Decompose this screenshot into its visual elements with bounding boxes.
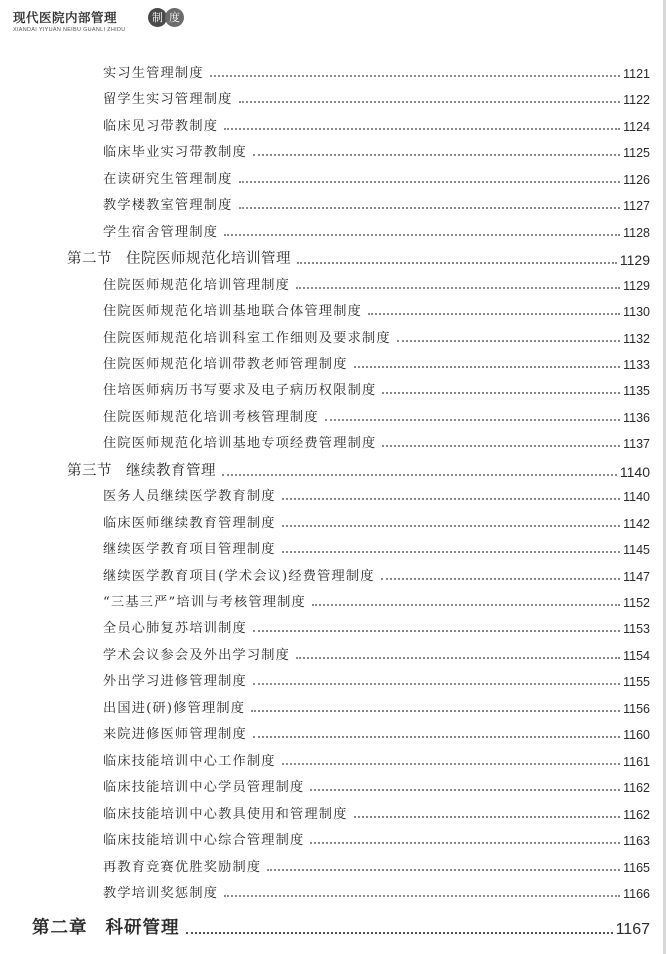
toc-page-number: 1155 — [623, 675, 650, 690]
toc-title — [103, 406, 319, 425]
toc-entry[interactable] — [103, 803, 650, 822]
dot-leader — [282, 525, 620, 527]
dot-leader — [267, 869, 620, 871]
toc-title-text: 实习生管理制度 — [103, 66, 204, 81]
toc-page-number: 1156 — [623, 701, 650, 716]
toc-title — [103, 512, 276, 531]
toc-title-text: 外出学习进修管理制度 — [103, 674, 247, 690]
toc-title — [103, 856, 261, 875]
toc-entry[interactable] — [103, 300, 650, 319]
toc-page-number: 1121 — [623, 67, 650, 81]
dot-leader — [210, 75, 620, 77]
toc-entry[interactable] — [103, 141, 650, 160]
toc-title — [103, 62, 204, 81]
toc-page-number: 1152 — [623, 596, 650, 610]
dot-leader — [239, 181, 621, 183]
toc-title — [103, 803, 348, 822]
toc-title-text: 住培医师病历书写要求及电子病历权限制度 — [103, 383, 377, 399]
dot-leader — [253, 736, 620, 738]
toc-title — [103, 379, 376, 398]
toc-title — [103, 697, 245, 716]
dot-leader — [382, 445, 620, 447]
book-title: 现代医院内部管理 — [13, 10, 118, 25]
toc-title — [103, 882, 218, 901]
toc-title-text: 临床医师继续教育管理制度 — [103, 515, 276, 531]
dot-leader — [397, 340, 620, 342]
dot-leader — [310, 842, 620, 844]
toc-page-number: 1128 — [623, 225, 650, 240]
toc-title-text: 在读研究生管理制度 — [103, 171, 233, 187]
dot-leader — [222, 474, 617, 476]
toc-title — [103, 829, 304, 848]
dot-leader — [325, 419, 620, 421]
toc-title — [103, 723, 247, 742]
dot-leader — [354, 366, 621, 368]
toc-title-text: 继续医学教育项目管理制度 — [103, 542, 276, 558]
toc-title-text: 住院医师规范化培训基地联合体管理制度 — [103, 304, 362, 320]
toc-title — [103, 432, 376, 451]
toc-label: 第二章 — [32, 918, 88, 939]
running-header — [13, 8, 126, 33]
toc-page-number: 1129 — [623, 278, 650, 293]
toc-entry[interactable] — [103, 617, 650, 636]
toc-page-number: 1145 — [623, 543, 650, 558]
toc-entry[interactable] — [103, 538, 650, 557]
seal-icon: 制 — [148, 8, 167, 27]
toc-title — [103, 115, 218, 134]
dot-leader — [297, 262, 617, 264]
toc-title — [103, 644, 290, 663]
toc-title — [32, 914, 180, 939]
dot-leader — [224, 895, 620, 897]
toc-section[interactable] — [67, 247, 650, 268]
toc-entry[interactable] — [103, 194, 650, 213]
toc-title-text: 来院进修医师管理制度 — [103, 727, 247, 743]
toc-title-text: 继续医学教育项目(学术会议)经费管理制度 — [103, 568, 375, 584]
toc-title-text: 住院医师规范化培训带教老师管理制度 — [103, 356, 348, 372]
toc-title — [103, 194, 233, 213]
toc-page-number: 1137 — [623, 437, 650, 452]
dot-leader — [296, 287, 620, 289]
toc-page-number: 1154 — [623, 648, 650, 663]
toc-page-number: 1165 — [623, 860, 650, 875]
dot-leader — [282, 763, 620, 765]
toc-title-text: 学术会议参会及外出学习制度 — [103, 647, 291, 663]
toc-entry[interactable] — [103, 565, 650, 584]
toc-page-number: 1129 — [619, 252, 650, 269]
dot-leader — [253, 154, 620, 156]
toc-entry[interactable] — [103, 591, 650, 610]
toc-title-text: 科研管理 — [105, 918, 180, 939]
toc-title-text: 教学培训奖惩制度 — [103, 885, 219, 901]
toc-entry[interactable] — [103, 829, 650, 848]
toc-entry[interactable] — [103, 327, 650, 346]
toc-title-text: 教学楼教室管理制度 — [103, 198, 233, 214]
toc-title-text: 临床技能培训中心教具使用和管理制度 — [103, 806, 348, 822]
toc-title — [103, 274, 290, 293]
toc-entry[interactable] — [103, 406, 650, 425]
toc-title-text: 住院医师规范化培训管理 — [126, 251, 291, 268]
toc-title-text: 临床技能培训中心工作制度 — [103, 753, 276, 769]
toc-chapter[interactable] — [32, 914, 650, 939]
toc-title — [103, 300, 362, 319]
dot-leader — [239, 207, 621, 209]
dot-leader — [253, 630, 620, 632]
dot-leader — [381, 578, 620, 580]
toc-title-text: 全员心肺复苏培训制度 — [103, 621, 247, 637]
toc-title — [103, 750, 276, 769]
toc-entry[interactable] — [103, 723, 650, 742]
toc-page-number: 1127 — [623, 199, 650, 214]
toc-title-text: 住院医师规范化培训基地专项经费管理制度 — [103, 436, 377, 452]
toc-entry[interactable] — [103, 432, 650, 451]
dot-leader — [282, 498, 620, 500]
toc-title — [67, 247, 291, 268]
toc-page-number: 1162 — [623, 807, 650, 822]
toc-page-number: 1161 — [623, 754, 650, 769]
toc-entry[interactable] — [103, 88, 650, 107]
dot-leader — [224, 234, 620, 236]
toc-title-text: 临床技能培训中心综合管理制度 — [103, 833, 305, 849]
toc-title — [103, 485, 276, 504]
dot-leader — [312, 604, 620, 606]
toc-entry[interactable] — [103, 274, 650, 293]
toc-page-number: 1140 — [619, 463, 650, 480]
toc-title — [103, 617, 247, 636]
toc-title-text: 出国进(研)修管理制度 — [103, 700, 246, 716]
seal-icon: 度 — [165, 8, 184, 27]
toc-page-number: 1133 — [623, 357, 650, 372]
toc-title-text: 住院医师规范化培训考核管理制度 — [103, 409, 319, 425]
toc-title-text: 住院医师规范化培训科室工作细则及要求制度 — [103, 330, 391, 346]
dot-leader — [368, 313, 620, 315]
toc-page-number: 1135 — [623, 384, 650, 399]
toc-title — [67, 459, 216, 480]
toc-title — [103, 565, 375, 584]
toc-title — [103, 353, 348, 372]
toc-page-number: 1142 — [623, 516, 650, 531]
dot-leader — [354, 816, 621, 818]
toc-page-number: 1153 — [623, 622, 650, 637]
toc-title — [103, 221, 218, 240]
toc-title-text: 住院医师规范化培训管理制度 — [103, 277, 291, 293]
toc-page-number: 1162 — [623, 781, 650, 796]
toc-title-text: 继续教育管理 — [126, 462, 216, 479]
toc-page-number: 1166 — [623, 886, 650, 901]
dot-leader — [310, 789, 620, 791]
toc-title — [103, 591, 306, 610]
toc-page-number: 1122 — [623, 93, 650, 108]
dot-leader — [282, 551, 620, 553]
dot-leader — [253, 683, 620, 685]
dot-leader — [251, 710, 620, 712]
toc-page-number: 1126 — [623, 172, 650, 187]
toc-title-text: 留学生实习管理制度 — [103, 92, 233, 108]
toc-title-text: 再教育竞赛优胜奖励制度 — [103, 859, 262, 875]
toc-entry[interactable] — [103, 353, 650, 372]
toc-entry[interactable] — [103, 115, 650, 134]
toc-entry[interactable] — [103, 856, 650, 875]
toc-title — [103, 538, 276, 557]
toc-page-number: 1130 — [623, 305, 650, 320]
toc-entry[interactable] — [103, 750, 650, 769]
dot-leader — [296, 657, 620, 659]
dot-leader — [186, 932, 613, 934]
toc-page-number: 1125 — [623, 146, 650, 161]
toc-page-number: 1163 — [623, 834, 650, 849]
toc-title-text: 学生宿舍管理制度 — [103, 224, 219, 240]
dot-leader — [382, 392, 620, 394]
toc-title-text: 临床见习带教制度 — [103, 118, 219, 134]
toc-page-number: 1147 — [623, 569, 650, 584]
toc-title-text: “三基三严”培训与考核管理制度 — [103, 595, 306, 610]
toc-entry[interactable] — [103, 168, 650, 187]
dot-leader — [224, 128, 620, 130]
dot-leader — [239, 101, 621, 103]
toc-title — [103, 141, 247, 160]
book-title-pinyin: XIANDAI YIYUAN NEIBU GUANLI ZHIDU — [13, 27, 126, 33]
toc-title — [103, 327, 391, 346]
toc-page-number: 1167 — [615, 921, 650, 939]
toc-page-number: 1140 — [623, 490, 650, 505]
toc-entry[interactable] — [103, 697, 650, 716]
toc-title — [103, 168, 233, 187]
toc-section[interactable] — [67, 459, 650, 480]
toc-page-number: 1132 — [623, 331, 650, 346]
toc-page-number: 1136 — [623, 410, 650, 425]
toc-entry[interactable] — [103, 670, 650, 689]
toc-label: 第二节 — [67, 251, 112, 268]
toc-entry[interactable] — [103, 485, 650, 504]
toc-entry[interactable] — [103, 379, 650, 398]
toc-title — [103, 776, 304, 795]
toc-page-number: 1160 — [623, 728, 650, 743]
toc-title-text: 临床毕业实习带教制度 — [103, 145, 247, 161]
toc-entry[interactable] — [103, 644, 650, 663]
toc-entry[interactable] — [103, 62, 650, 81]
toc-entry[interactable] — [103, 221, 650, 240]
toc-entry[interactable] — [103, 882, 650, 901]
toc-page-number: 1124 — [623, 119, 650, 134]
toc-title-text: 医务人员继续医学教育制度 — [103, 489, 276, 505]
toc-title — [103, 88, 233, 107]
toc-label: 第三节 — [67, 462, 112, 479]
toc-entry[interactable] — [103, 776, 650, 795]
toc-title-text: 临床技能培训中心学员管理制度 — [103, 780, 305, 796]
toc-entry[interactable] — [103, 512, 650, 531]
toc-title — [103, 670, 247, 689]
